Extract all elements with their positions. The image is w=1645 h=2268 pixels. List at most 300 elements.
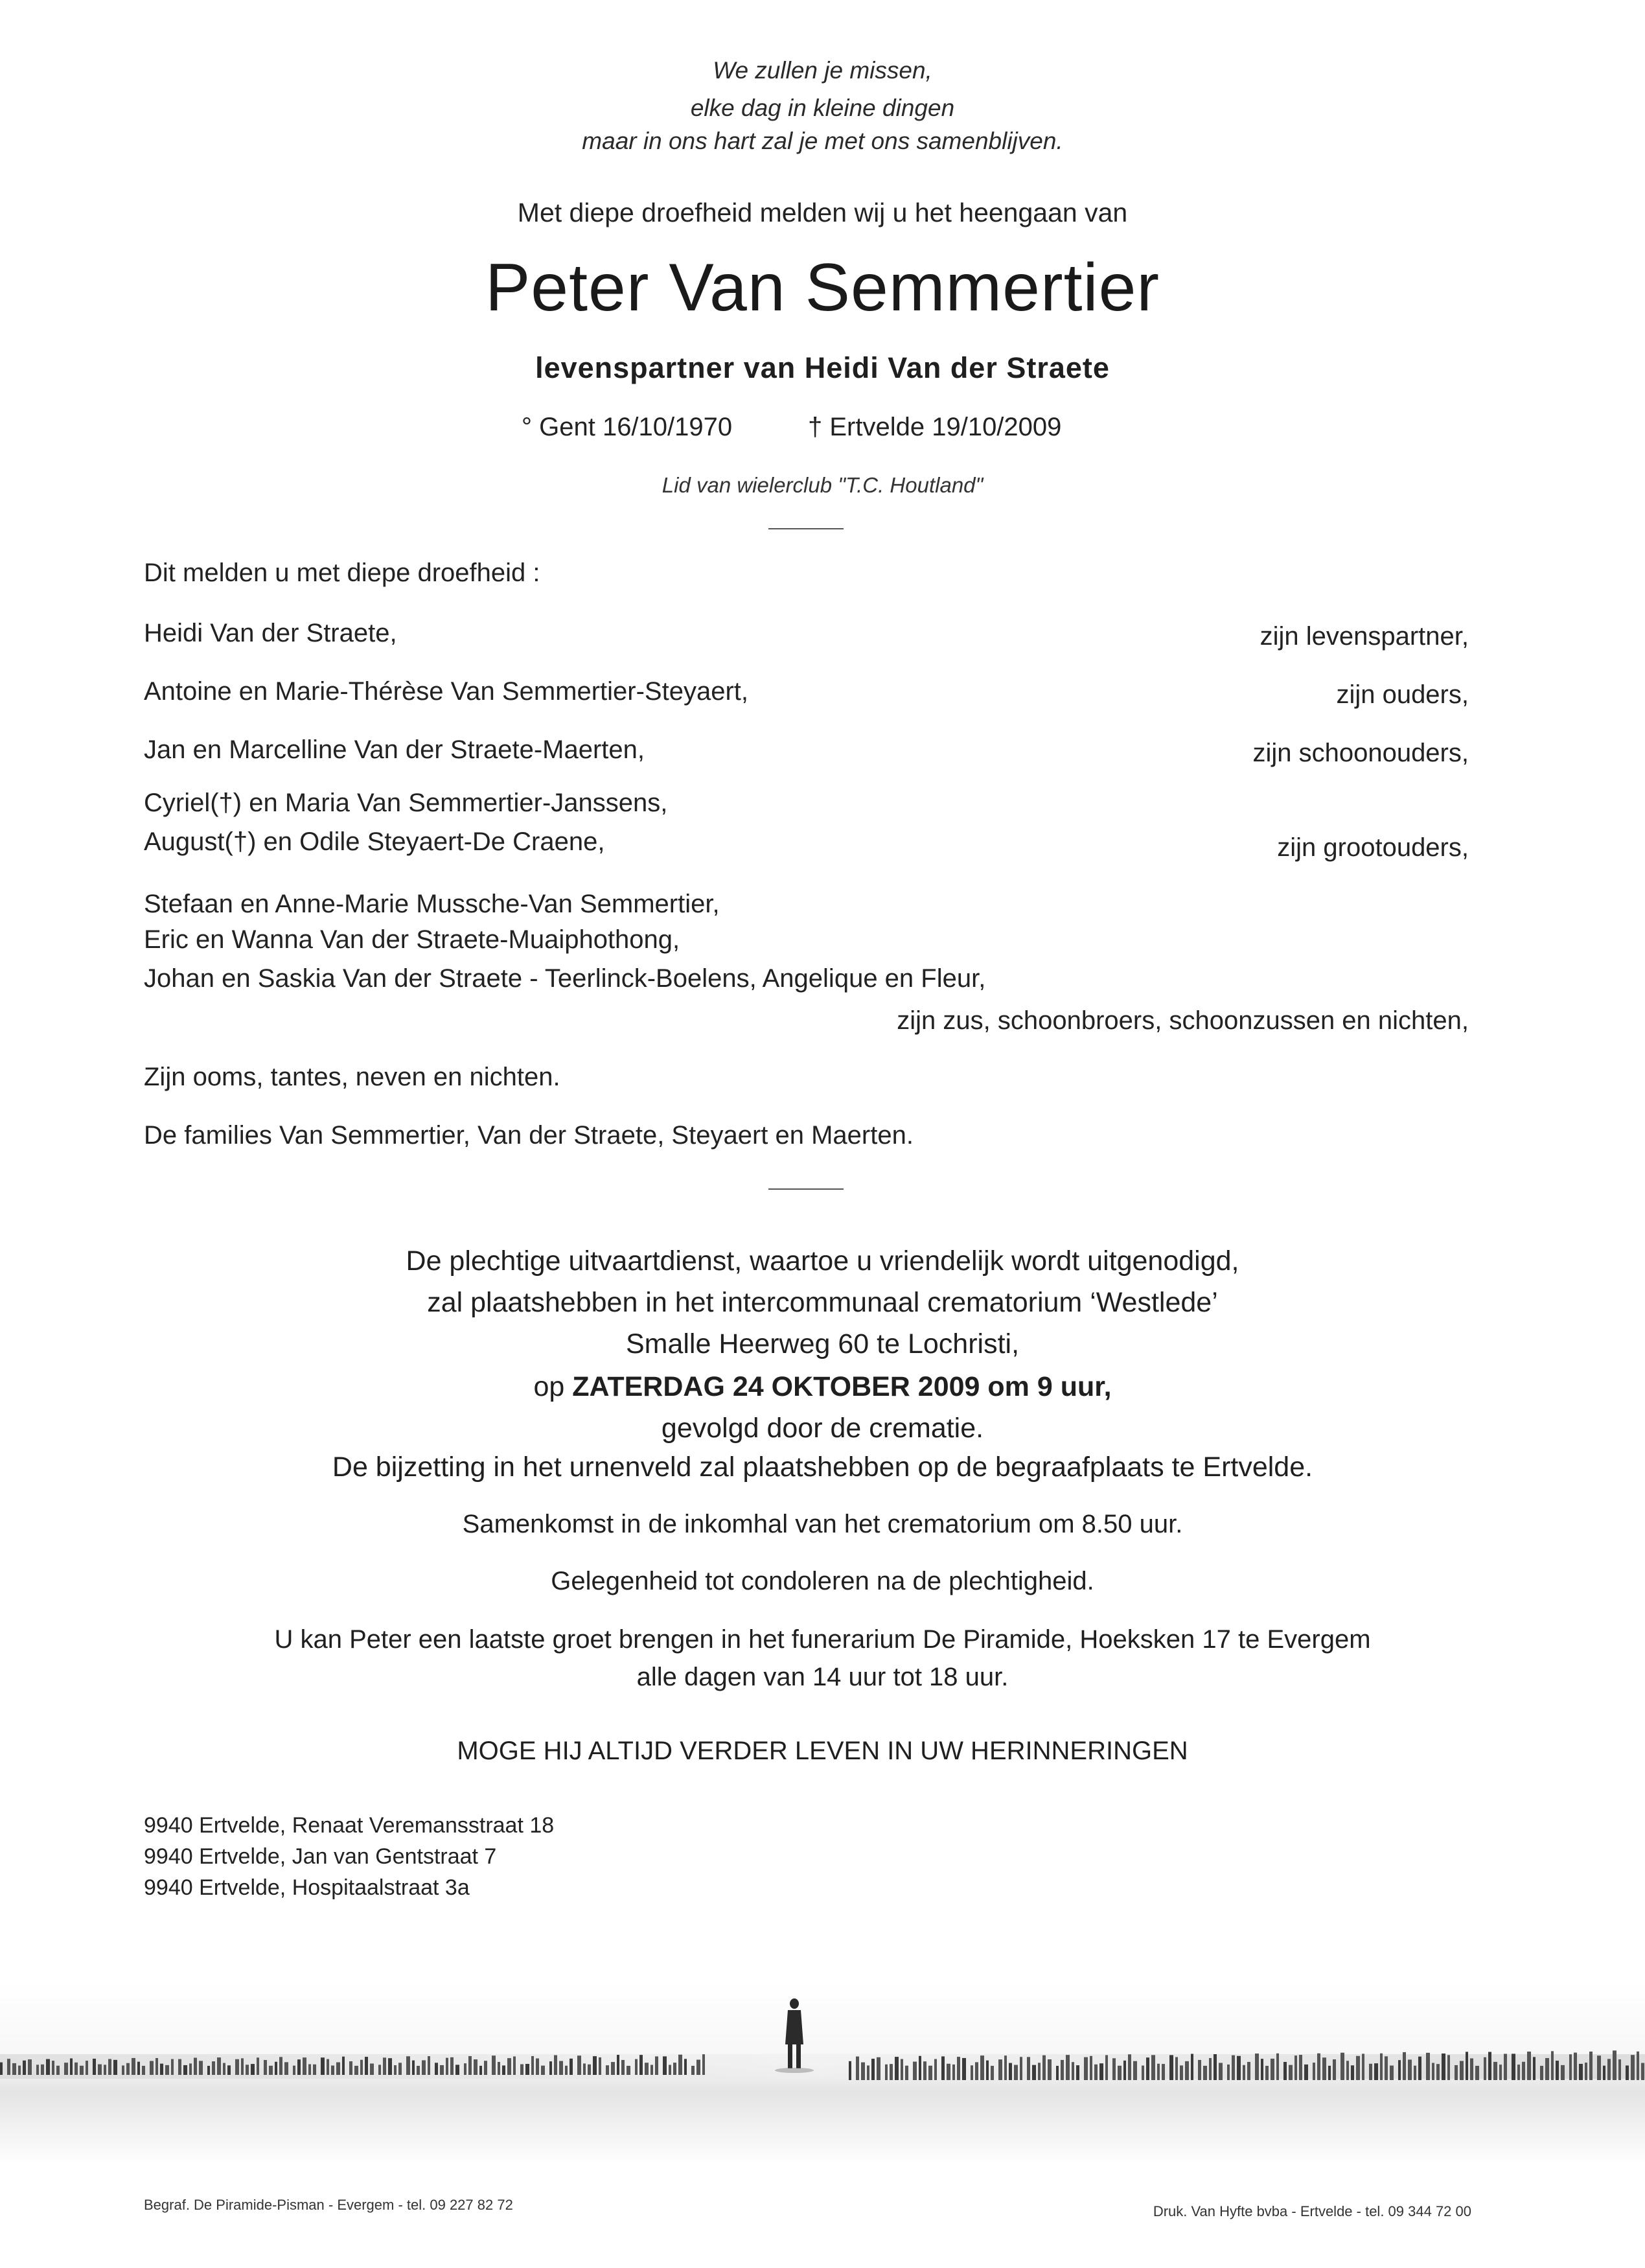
groyne-post	[1618, 2059, 1621, 2080]
groyne-post	[1447, 2055, 1450, 2080]
groyne-post	[895, 2057, 899, 2080]
poem-line: We zullen je missen,	[713, 57, 932, 84]
groyne-post	[1061, 2060, 1064, 2080]
groyne-post	[1027, 2057, 1030, 2080]
groyne-post	[507, 2058, 511, 2075]
groyne-post	[160, 2064, 163, 2075]
groyne-post	[1556, 2061, 1559, 2080]
groyne-post	[1589, 2052, 1593, 2080]
groyne-post	[321, 2057, 325, 2075]
groyne-post	[901, 2059, 903, 2080]
groyne-post	[635, 2059, 638, 2075]
groyne-post	[171, 2059, 174, 2075]
groyne-post	[394, 2065, 397, 2075]
groyne-post	[360, 2060, 363, 2075]
groyne-post	[36, 2065, 39, 2075]
groyne-post	[1545, 2058, 1549, 2080]
groyne-post	[1574, 2053, 1577, 2080]
groyne-post	[1569, 2054, 1572, 2080]
groyne-post	[435, 2063, 438, 2075]
groyne-post	[1585, 2063, 1587, 2080]
groyne-post	[1522, 2062, 1525, 2080]
groyne-post	[655, 2056, 658, 2075]
groyne-post	[183, 2065, 187, 2075]
groyne-post	[980, 2055, 984, 2080]
groyne-post	[122, 2065, 124, 2075]
groyne-post	[678, 2055, 682, 2075]
groyne-post	[1227, 2065, 1230, 2080]
partner-line: levenspartner van Heidi Van der Straete	[535, 351, 1110, 384]
groyne-post	[241, 2058, 244, 2075]
groyne-post	[1032, 2065, 1036, 2080]
groyne-post	[1004, 2055, 1007, 2080]
groyne-post	[70, 2058, 73, 2075]
groyne-post	[531, 2056, 534, 2075]
groyne-post	[227, 2065, 231, 2075]
groyne-post	[1094, 2065, 1098, 2080]
groyne-post	[18, 2066, 21, 2075]
groyne-post	[913, 2062, 917, 2080]
groyne-post	[1185, 2061, 1189, 2080]
groyne-post	[1470, 2058, 1473, 2080]
address: 9940 Ertvelde, Jan van Gentstraat 7	[144, 1844, 497, 1869]
funeral-line: De plechtige uitvaartdienst, waartoe u vriendelijk wordt uitgenodigd,	[406, 1245, 1239, 1277]
divider	[768, 1188, 844, 1190]
groyne-post	[1299, 2055, 1302, 2080]
groyne-post	[194, 2058, 197, 2075]
groyne-post	[108, 2059, 111, 2075]
groyne-post	[1169, 2055, 1173, 2080]
groyne-post	[871, 2059, 875, 2080]
groyne-post	[199, 2061, 203, 2075]
groyne-post	[962, 2058, 966, 2080]
groyne-post	[650, 2065, 653, 2075]
groyne-post	[1261, 2059, 1263, 2080]
funeral-line: gevolgd door de crematie.	[661, 1413, 984, 1444]
groyne-post	[370, 2063, 374, 2075]
groyne-post	[856, 2057, 859, 2080]
club-membership: Lid van wielerclub "T.C. Houtland"	[661, 473, 984, 497]
groyne-post	[1442, 2054, 1445, 2080]
groyne-post	[422, 2060, 426, 2075]
groyne-post	[1162, 2064, 1165, 2080]
groyne-post	[1579, 2064, 1583, 2080]
family-relation: zijn schoonouders,	[1252, 739, 1469, 767]
groyne-post	[923, 2061, 926, 2080]
groyne-post	[468, 2056, 472, 2075]
groyne-post	[1362, 2054, 1364, 2080]
groyne-post	[639, 2055, 643, 2075]
groyne-post	[1613, 2050, 1616, 2080]
groyne-post	[383, 2057, 386, 2075]
groyne-post	[998, 2059, 1002, 2080]
groyne-post	[1118, 2066, 1122, 2080]
groyne-post	[520, 2065, 523, 2075]
groyne-post	[1597, 2055, 1601, 2080]
groyne-post	[455, 2065, 459, 2075]
groyne-post	[536, 2059, 539, 2075]
groyne-post	[1180, 2065, 1183, 2080]
groyne-post	[934, 2059, 937, 2080]
groyne-post	[1626, 2065, 1629, 2080]
groyne-post	[1637, 2052, 1639, 2080]
groyne-post	[86, 2061, 88, 2075]
groyne-post	[1374, 2063, 1378, 2080]
groyne-post	[257, 2057, 259, 2075]
groyne-post	[1561, 2065, 1565, 2080]
death-date: † Ertvelde 19/10/2009	[808, 413, 1062, 441]
groyne-post	[1356, 2056, 1360, 2080]
groyne-post	[365, 2057, 368, 2075]
groyne-post	[1499, 2065, 1502, 2080]
groyne-post	[621, 2060, 625, 2075]
groyne-post	[554, 2055, 557, 2075]
groyne-post	[132, 2058, 135, 2075]
groyne-post	[1551, 2051, 1554, 2080]
groyne-post	[588, 2065, 591, 2075]
groyne-post	[1426, 2053, 1430, 2080]
address: 9940 Ertvelde, Renaat Veremansstraat 18	[144, 1813, 555, 1838]
poem-line: maar in ons hart zal je met ons samenblijven.	[582, 128, 1063, 154]
groyne-post	[885, 2065, 888, 2080]
groyne-post	[313, 2065, 316, 2075]
groyne-post	[1460, 2061, 1464, 2080]
groyne-post	[549, 2061, 552, 2075]
family-member: Antoine en Marie-Thérèse Van Semmertier-Steyaert,	[144, 677, 748, 706]
groyne-post	[1072, 2062, 1074, 2080]
groyne-post	[378, 2065, 381, 2075]
groyne-post	[327, 2059, 329, 2075]
groyne-post	[1283, 2062, 1287, 2080]
groyne-post	[1340, 2053, 1344, 2080]
groyne-post	[1243, 2065, 1245, 2080]
groyne-post	[406, 2056, 410, 2075]
groyne-post	[1128, 2054, 1131, 2080]
beach-photo	[0, 1983, 1645, 2164]
family-member: Stefaan en Anne-Marie Mussche-Van Semmertier,	[144, 890, 720, 918]
groyne-post	[52, 2061, 54, 2075]
groyne-post	[1346, 2061, 1349, 2080]
groyne-post	[611, 2062, 615, 2075]
groyne-post	[28, 2059, 32, 2075]
groyne-post	[867, 2065, 869, 2080]
family-relation: zijn grootouders,	[1277, 833, 1469, 862]
groyne-post	[1219, 2063, 1223, 2080]
groyne-post	[189, 2063, 192, 2075]
groyne-post	[565, 2066, 568, 2075]
groyne-post	[1631, 2055, 1635, 2080]
groyne-post	[957, 2057, 960, 2080]
groyne-post	[1390, 2066, 1394, 2080]
groyne-post	[1517, 2065, 1520, 2080]
groyne-post	[98, 2065, 102, 2075]
groyne-post	[1436, 2064, 1440, 2080]
groyne-post	[1048, 2059, 1052, 2080]
groyne-post	[155, 2058, 158, 2075]
groyne-post	[354, 2066, 358, 2075]
family-member: August(†) en Odile Steyaert-De Craene,	[144, 827, 605, 856]
groyne-post	[1488, 2052, 1491, 2081]
groyne-post	[1414, 2066, 1416, 2080]
groyne-post	[104, 2065, 106, 2075]
groyne-post	[1408, 2059, 1412, 2080]
groyne-post	[142, 2066, 145, 2075]
groyne-post	[1603, 2066, 1605, 2080]
groyne-post	[212, 2061, 215, 2075]
groyne-post	[275, 2062, 277, 2075]
extended-family: Zijn ooms, tantes, neven en nichten.	[144, 1063, 560, 1091]
groyne-post	[1289, 2065, 1293, 2080]
groyne-post	[1493, 2062, 1497, 2080]
groyne-post	[1066, 2055, 1070, 2080]
groyne-post	[1466, 2052, 1468, 2080]
groyne-post	[1099, 2063, 1103, 2080]
groyne-post	[1369, 2064, 1372, 2080]
groyne-post	[165, 2065, 169, 2075]
groyne-post	[502, 2065, 505, 2075]
groyne-post	[308, 2064, 311, 2075]
groyne-post	[1322, 2057, 1326, 2080]
groyne-post	[93, 2059, 96, 2075]
groyne-post	[971, 2065, 973, 2080]
groyne-post	[1475, 2066, 1479, 2080]
groyne-post	[398, 2063, 402, 2075]
groyne-post	[691, 2066, 695, 2075]
groyne-post	[235, 2059, 239, 2075]
groyne-post	[1020, 2057, 1022, 2080]
visit-text: alle dagen van 14 uur tot 18 uur.	[636, 1663, 1009, 1691]
funeral-date-bold: ZATERDAG 24 OKTOBER 2009 om 9 uur,	[572, 1371, 1112, 1402]
groyne-post	[1276, 2054, 1279, 2080]
footer-undertaker: Begraf. De Piramide-Pisman - Evergem - tel. 09 227 82 72	[144, 2197, 513, 2213]
groyne-post	[1038, 2063, 1041, 2080]
groyne-post	[1247, 2062, 1250, 2080]
groyne-post	[207, 2066, 210, 2075]
groyne-post	[617, 2055, 619, 2075]
footer-printer: Druk. Van Hyfte bvba - Ertvelde - tel. 09 344 72 00	[1153, 2203, 1471, 2219]
groyne-post	[849, 2061, 851, 2080]
groyne-post	[684, 2059, 687, 2075]
groyne-post	[928, 2066, 932, 2080]
groyne-post	[1133, 2061, 1137, 2080]
groyne-post	[1191, 2054, 1193, 2080]
groyne-post	[663, 2056, 667, 2075]
gathering-text: Samenkomst in de inkomhal van het crematorium om 8.50 uur.	[462, 1510, 1183, 1538]
family-member: Jan en Marcelline Van der Straete-Maerten,	[144, 735, 645, 764]
groyne-post	[492, 2055, 496, 2075]
groyne-post	[1304, 2065, 1308, 2080]
groyne-post	[1151, 2055, 1155, 2080]
groyne-post	[251, 2064, 255, 2075]
groyne-post	[1380, 2054, 1383, 2080]
poem-line: elke dag in kleine dingen	[690, 95, 955, 121]
groyne-post	[1042, 2055, 1046, 2080]
groyne-post	[1255, 2054, 1259, 2080]
groyne-post	[284, 2062, 288, 2075]
funeral-line: Smalle Heerweg 60 te Lochristi,	[625, 1328, 1020, 1360]
groyne-post	[269, 2066, 273, 2075]
groyne-post	[1157, 2064, 1160, 2080]
groyne-post	[412, 2061, 415, 2075]
groyne-post	[1076, 2065, 1079, 2080]
families-line: De families Van Semmertier, Van der Straete, Steyaert en Maerten.	[144, 1121, 914, 1150]
funeral-date-prefix: op	[533, 1371, 565, 1402]
groyne-post	[1607, 2059, 1611, 2080]
groyne-post	[577, 2055, 581, 2075]
groyne-post	[947, 2064, 950, 2080]
groyne-post	[1123, 2061, 1126, 2080]
groyne-post	[1512, 2054, 1515, 2080]
groyne-post	[583, 2063, 586, 2075]
groyne-post	[1203, 2066, 1207, 2080]
groyne-post	[669, 2065, 671, 2075]
groyne-post	[178, 2059, 181, 2075]
groyne-post	[113, 2060, 117, 2075]
groyne-post	[246, 2065, 249, 2075]
groyne-post	[1009, 2063, 1012, 2080]
groyne-post	[986, 2061, 989, 2080]
groyne-post	[41, 2065, 44, 2075]
groyne-post	[627, 2066, 630, 2075]
family-heading: Dit melden u met diepe droefheid :	[144, 559, 540, 587]
groyne-post	[446, 2058, 448, 2075]
groyne-post	[1271, 2059, 1274, 2080]
groyne-post	[1232, 2055, 1235, 2080]
groyne-post	[1014, 2065, 1018, 2080]
deceased-name: Peter Van Semmertier	[485, 250, 1160, 325]
groyne-post	[64, 2063, 68, 2075]
motto: MOGE HIJ ALTIJD VERDER LEVEN IN UW HERINNERINGEN	[457, 1737, 1188, 1765]
groyne-post	[23, 2061, 26, 2075]
groyne-post	[1090, 2056, 1092, 2080]
groyne-post	[474, 2059, 477, 2075]
groyne-post	[1056, 2066, 1059, 2080]
groyne-post	[1265, 2066, 1269, 2080]
groyne-post	[1175, 2057, 1178, 2080]
groyne-post	[559, 2061, 563, 2075]
groyne-post	[1333, 2059, 1336, 2080]
groyne-post	[1418, 2057, 1421, 2080]
groyne-post	[599, 2057, 601, 2075]
groyne-post	[264, 2060, 267, 2075]
groyne-post	[673, 2063, 676, 2075]
groyne-post	[12, 2063, 16, 2075]
groyne-post	[975, 2062, 978, 2080]
groyne-post	[479, 2066, 482, 2075]
groyne-post	[905, 2066, 908, 2080]
intro-text: Met diepe droefheid melden wij u het heengaan van	[517, 198, 1128, 227]
groyne-post	[1198, 2060, 1201, 2080]
family-relation: zijn ouders,	[1336, 680, 1469, 709]
groyne-post	[645, 2063, 649, 2075]
groyne-post	[1237, 2056, 1241, 2080]
funeral-line: De bijzetting in het urnenveld zal plaatshebben op de begraafplaats te Ertvelde.	[332, 1452, 1313, 1483]
groyne-post	[388, 2058, 392, 2075]
visit-text: U kan Peter een laatste groet brengen in het funerarium De Piramide, Hoeksken 17 te Evergem	[274, 1625, 1371, 1654]
family-member: Eric en Wanna Van der Straete-Muaiphothong,	[144, 925, 680, 954]
family-member: Heidi Van der Straete,	[144, 619, 397, 647]
funeral-date	[0, 1371, 1645, 1403]
family-relation: zijn zus, schoonbroers, schoonzussen en nichten,	[897, 1006, 1469, 1035]
groyne-post	[861, 2063, 865, 2080]
groyne-post	[1146, 2057, 1149, 2080]
groyne-post	[1398, 2060, 1401, 2080]
groyne-post	[498, 2062, 500, 2075]
groyne-post	[593, 2056, 597, 2075]
groyne-post	[484, 2061, 487, 2075]
groyne-post	[1385, 2056, 1388, 2080]
groyne-post	[569, 2059, 573, 2075]
groyne-post	[513, 2056, 516, 2075]
family-member: Cyriel(†) en Maria Van Semmertier-Janssens,	[144, 789, 668, 817]
groyne-post	[1432, 2063, 1434, 2080]
groyne-post	[1142, 2066, 1144, 2080]
address: 9940 Ertvelde, Hospitaalstraat 3a	[144, 1875, 470, 1900]
groyne-post	[919, 2056, 921, 2080]
family-member: Johan en Saskia Van der Straete - Teerlinck-Boelens, Angelique en Fleur,	[144, 964, 986, 993]
groyne-post	[1504, 2054, 1507, 2080]
divider	[768, 528, 844, 529]
groyne-post	[440, 2065, 444, 2075]
groyne-post	[890, 2064, 893, 2080]
groyne-post	[1084, 2057, 1088, 2080]
groyne-post	[1209, 2058, 1212, 2080]
groyne-post	[428, 2056, 430, 2075]
groyne-post	[952, 2065, 955, 2080]
groyne-post	[525, 2064, 529, 2075]
groyne-post	[1351, 2065, 1354, 2080]
groyne-post	[137, 2062, 140, 2075]
groyne-post	[1317, 2054, 1320, 2080]
groyne-post	[1641, 2063, 1644, 2080]
groyne-post	[606, 2065, 609, 2075]
groyne-post	[702, 2054, 705, 2075]
groyne-post	[7, 2059, 10, 2075]
groyne-post	[877, 2057, 880, 2080]
groyne-post	[1105, 2055, 1108, 2080]
groyne-post	[1403, 2052, 1406, 2080]
groyne-post	[342, 2057, 345, 2075]
groyne-post	[150, 2061, 154, 2075]
groyne-post	[56, 2066, 60, 2075]
groyne-post	[541, 2066, 545, 2075]
groyne-post	[941, 2056, 945, 2080]
groyne-post	[293, 2066, 295, 2075]
groyne-post	[1533, 2057, 1536, 2080]
groyne-post	[1112, 2058, 1116, 2080]
condolence-text: Gelegenheid tot condoleren na de plechtigheid.	[551, 1567, 1094, 1595]
groyne-post	[1214, 2054, 1217, 2080]
groyne-post	[297, 2059, 301, 2075]
groyne-post	[417, 2066, 420, 2075]
funeral-line: zal plaatshebben in het intercommunaal crematorium ‘Westlede’	[427, 1287, 1218, 1318]
groyne-post	[1455, 2065, 1458, 2080]
groyne-post	[1313, 2063, 1315, 2080]
groyne-post	[349, 2061, 352, 2075]
groyne-post	[991, 2066, 994, 2080]
groyne-post	[217, 2057, 221, 2075]
groyne-post	[0, 2063, 3, 2075]
groyne-post	[450, 2057, 454, 2075]
groyne-post	[46, 2059, 50, 2075]
groyne-post	[464, 2063, 466, 2075]
groyne-post	[279, 2057, 282, 2075]
groyne-post	[75, 2063, 78, 2075]
groyne-post	[336, 2063, 340, 2075]
groyne-post	[1294, 2055, 1297, 2080]
groyne-post	[223, 2063, 225, 2075]
groyne-post	[1328, 2066, 1331, 2080]
